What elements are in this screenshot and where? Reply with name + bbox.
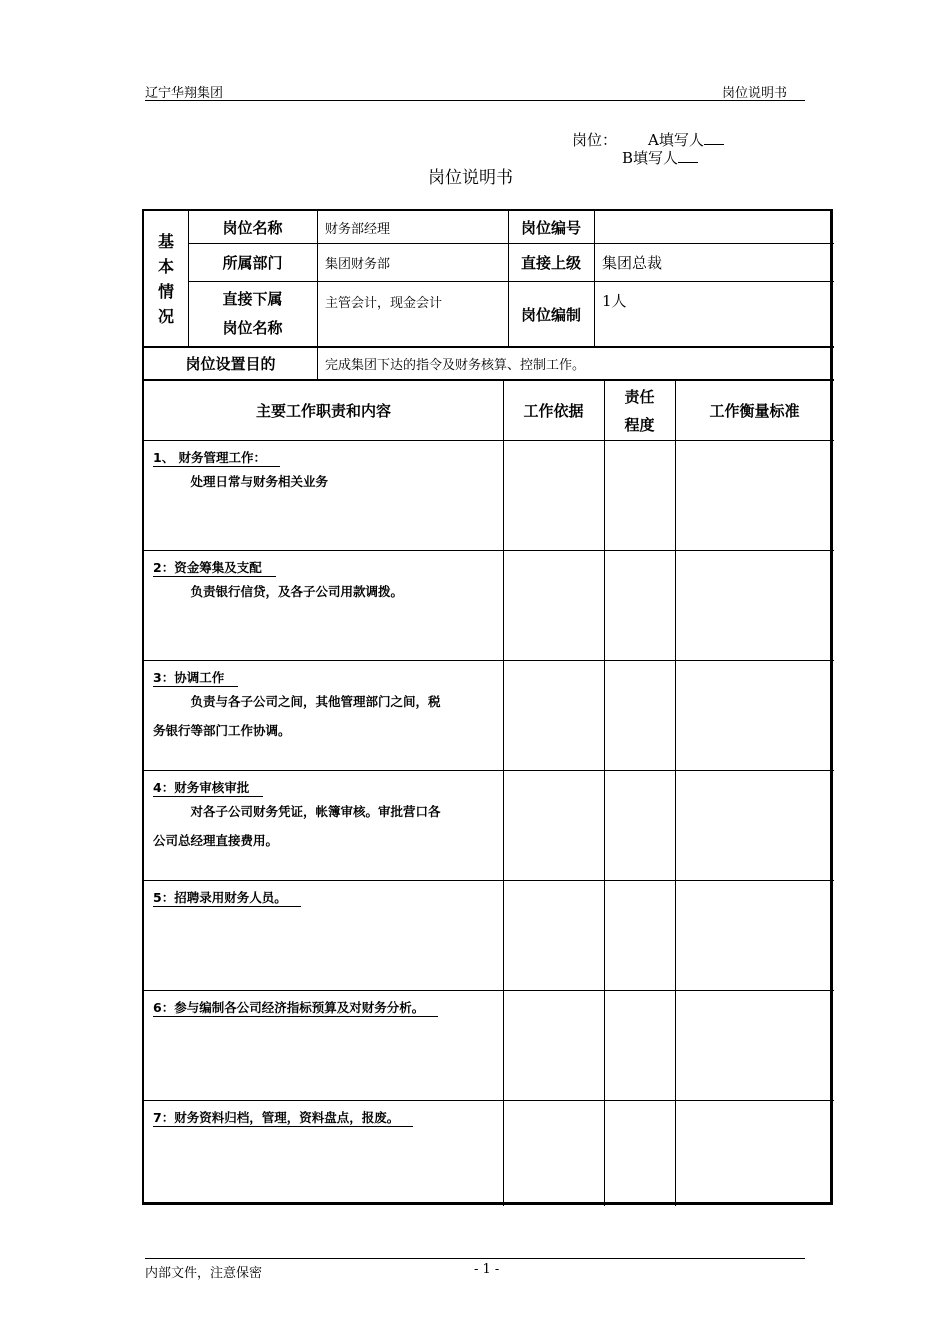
footer-divider bbox=[145, 1258, 805, 1259]
position-code-value bbox=[602, 211, 832, 243]
col-line bbox=[594, 211, 595, 346]
department-value: 集团财务部 bbox=[325, 257, 391, 272]
row-line bbox=[144, 550, 834, 551]
position-code-label: 岗位编号 bbox=[520, 218, 581, 237]
row-line bbox=[144, 440, 834, 441]
row-line bbox=[144, 990, 834, 991]
duty-item-7: 7：财务资料归档，管理，资料盘点，报废。 bbox=[153, 1107, 498, 1127]
duties-basis-header: 工作依据 bbox=[523, 402, 584, 420]
superior-label: 直接上级 bbox=[520, 254, 581, 272]
position-name-label: 岗位名称 bbox=[222, 218, 283, 237]
header-doc-type: 岗位说明书 bbox=[722, 86, 788, 101]
duty-item-1: 1、 财务管理工作： 处理日常与财务相关业务 bbox=[153, 450, 329, 489]
col-line bbox=[317, 211, 318, 379]
row-line bbox=[144, 770, 834, 771]
position-name-value: 财务部经理 bbox=[325, 221, 391, 237]
duty-item-2: 2：资金筹集及支配 负责银行信贷，及各子公司用款调拨。 bbox=[153, 560, 404, 599]
department-label: 所属部门 bbox=[222, 254, 283, 272]
col-line bbox=[503, 379, 504, 1206]
subordinate-label: 直接下属 岗位名称 bbox=[222, 290, 283, 337]
position-label: 岗位： bbox=[572, 131, 618, 149]
col-line bbox=[604, 379, 605, 1206]
duty-item-6: 6：参与编制各公司经济指标预算及对财务分析。 bbox=[153, 997, 498, 1017]
col-line bbox=[675, 379, 676, 1206]
basic-section-label: 基 本 情 况 bbox=[157, 231, 174, 326]
duties-standard-header: 工作衡量标准 bbox=[709, 402, 800, 420]
superior-value: 集团总裁 bbox=[602, 254, 663, 272]
filler-a: A填写人 bbox=[648, 129, 724, 150]
subordinate-value: 主管会计，现金会计 bbox=[325, 296, 443, 311]
header-company: 辽宁华翔集团 bbox=[145, 86, 224, 101]
row-line bbox=[144, 1100, 834, 1101]
duty-item-4: 4：财务审核审批 对各子公司财务凭证，帐簿审核。审批营口各 公司总经理直接费用。 bbox=[153, 780, 441, 848]
document-title: 岗位说明书 bbox=[428, 168, 513, 188]
row-line bbox=[144, 880, 834, 881]
purpose-value: 完成集团下达的指令及财务核算、控制工作。 bbox=[325, 358, 586, 373]
duties-responsibility-header: 责任 程度 bbox=[624, 387, 655, 434]
footer-note: 内部文件，注意保密 bbox=[145, 1266, 263, 1281]
filler-b: B填写人 bbox=[622, 147, 698, 168]
duties-content-header: 主要工作职责和内容 bbox=[255, 402, 391, 420]
purpose-label: 岗位设置目的 bbox=[185, 355, 276, 373]
job-description-table bbox=[142, 209, 833, 1205]
header-divider bbox=[145, 100, 805, 101]
headcount-value: 1人 bbox=[602, 292, 627, 310]
duty-item-3: 3：协调工作 负责与各子公司之间，其他管理部门之间，税 务银行等部门工作协调。 bbox=[153, 670, 441, 738]
duty-item-5: 5：招聘录用财务人员。 bbox=[153, 887, 498, 907]
page-number: - 1 - bbox=[474, 1262, 500, 1277]
headcount-label: 岗位编制 bbox=[520, 305, 581, 324]
row-line bbox=[144, 660, 834, 661]
